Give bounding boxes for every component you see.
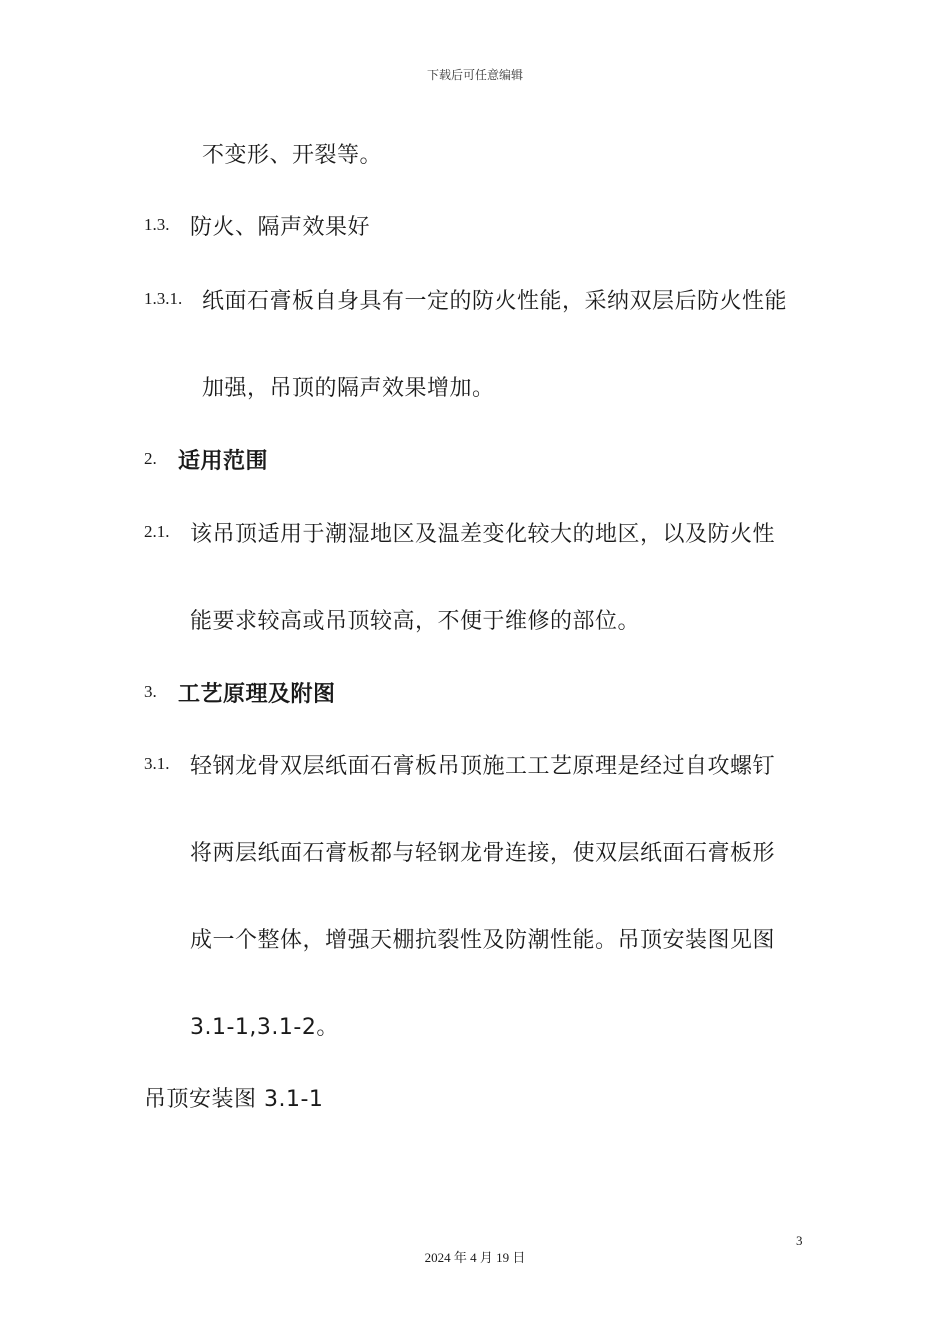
paragraph-1-3-1-line2: 加强，吊顶的隔声效果增加。 — [202, 376, 495, 401]
paragraph-1-3-1-line1: 纸面石膏板自身具有一定的防火性能，采纳双层后防火性能 — [202, 289, 788, 314]
section-title-1-3: 防火、隔声效果好 — [190, 215, 371, 240]
page-header: 下载后可任意编辑 — [426, 68, 523, 82]
paragraph-3-1-line3: 成一个整体，增强天棚抗裂性及防潮性能。吊顶安装图见图 — [190, 928, 776, 953]
paragraph-3-1-line1: 轻钢龙骨双层纸面石膏板吊顶施工工艺原理是经过自攻螺钉 — [190, 754, 776, 779]
paragraph-continuation: 不变形、开裂等。 — [202, 143, 383, 168]
section-number-1-3-1: 1.3.1. — [144, 289, 183, 308]
figure-caption: 吊顶安装图 3.1-1 — [144, 1087, 324, 1112]
footer-date: 2024 年 4 月 19 日 — [424, 1250, 526, 1265]
section-number-2-1: 2.1. — [144, 522, 170, 541]
section-number-1-3: 1.3. — [144, 215, 170, 234]
section-number-3: 3. — [144, 682, 157, 701]
paragraph-3-1-line2: 将两层纸面石膏板都与轻钢龙骨连接，使双层纸面石膏板形 — [190, 841, 776, 866]
section-number-2: 2. — [144, 449, 157, 468]
page-number: 3 — [796, 1233, 803, 1248]
paragraph-3-1-line4: 3.1-1,3.1-2。 — [190, 1015, 339, 1040]
paragraph-2-1-line2: 能要求较高或吊顶较高，不便于维修的部位。 — [190, 609, 641, 634]
section-title-2: 适用范围 — [178, 449, 269, 474]
section-title-3: 工艺原理及附图 — [178, 682, 336, 707]
paragraph-2-1-line1: 该吊顶适用于潮湿地区及温差变化较大的地区，以及防火性 — [190, 522, 776, 547]
section-number-3-1: 3.1. — [144, 754, 170, 773]
